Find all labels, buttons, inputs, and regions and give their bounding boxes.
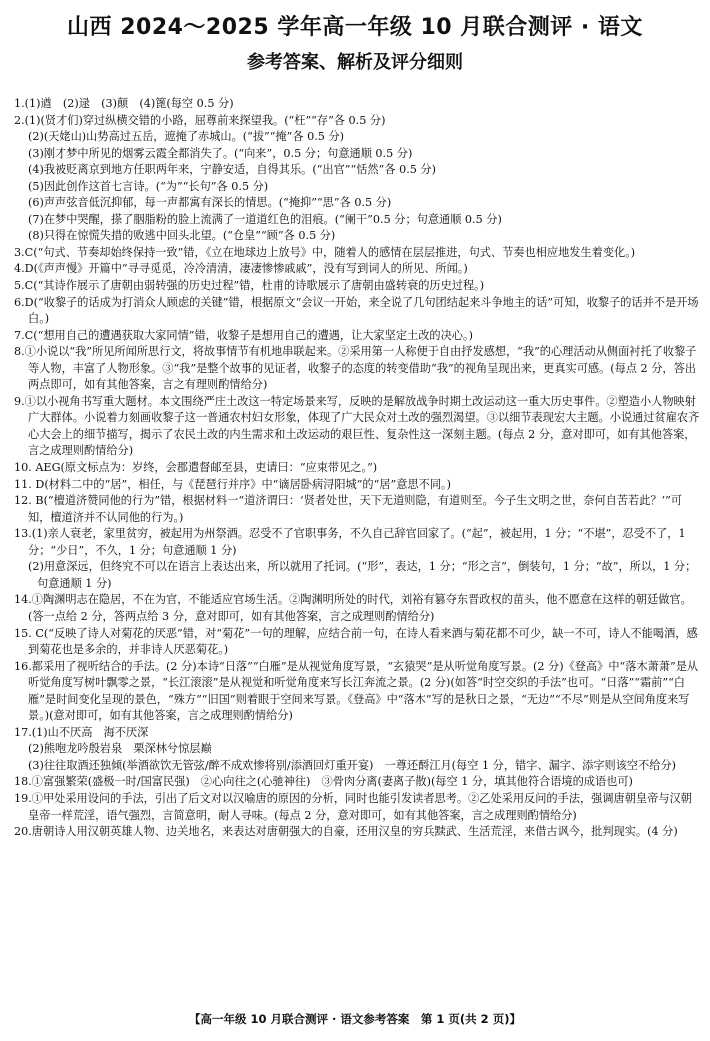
answer-sub-item: (5)因此创作这首七言诗。(“为”“长句”各 0.5 分)	[28, 179, 269, 193]
answer-sub-item: (7)在梦中哭醒，搽了胭脂粉的脸上流满了一道道红色的泪痕。(“阑干”0.5 分；句意通顺 0.5 分)	[28, 212, 502, 226]
answer-item: 14.①陶渊明志在隐居，不在为官，不能适应官场生活。②陶渊明所处的时代，刘裕有篡夺东晋政权的苗头，他不愿意在这样的朝廷做官。(答一点给 2 分，答两点给 3 分，意对即可，如有其他答案，言之成理则酌情给分)	[14, 593, 692, 623]
answer-sub-item: (2)熊咆龙吟殷岩泉 栗深林兮惊层巅	[28, 742, 212, 756]
answer-item: 2.(1)(贤才们)穿过纵横交错的小路，屈尊前来探望我。(“枉”“存”各 0.5 分)	[14, 113, 386, 127]
answer-item: 4.D(《声声慢》开篇中“寻寻觅觅，冷冷清清，凄凄惨惨戚戚”，没有写到词人的所见、所闻。)	[14, 262, 468, 276]
answer-item: 19.①甲处采用设问的手法，引出了后文对以汉喻唐的原因的分析，同时也能引发读者思考。②乙处采用反问的手法，强调唐朝皇帝与汉朝皇帝一样荒淫，语气强烈，言简意明，耐人寻味。(每点 2 分，意对即可，如有其他答案，言之成理则酌情给分)	[14, 791, 692, 822]
answer-item: 3.C(“句式、节奏却始终保持一致”错，《立在地球边上放号》中，随着人的感情在层层推进，句式、节奏也相应地发生着变化。)	[14, 245, 636, 259]
answer-item: 1.(1)遒 (2)逯 (3)颠 (4)篦(每空 0.5 分)	[14, 97, 234, 110]
answer-item: 5.C(“其诗作展示了唐朝由弱转强的历史过程”错，杜甫的诗歌展示了唐朝由盛转衰的历史过程。)	[14, 279, 485, 293]
page-footer: 【高一年级 10 月联合测评 · 语文参考答案 第 1 页(共 2 页)】	[189, 1012, 521, 1026]
answer-list	[14, 96, 700, 841]
answer-item: 20.唐朝诗人用汉朝英雄人物、边关地名，来表达对唐朝强大的自豪，还用汉皇的穷兵黩武、生活荒淫，来借古讽今，批判现实。(4 分)	[14, 825, 678, 839]
answer-item: 13.(1)亲人衰老，家里贫穷，被起用为州祭酒。忍受不了官职事务，不久自己辞官回家了。(“起”，被起用，1 分；“不堪”，忍受不了，1 分；“少日”，不久，1 分；句意通顺 1 分)	[14, 527, 686, 557]
answer-sub-item: (3)往往取酒还独倾(举酒欲饮无管弦/醉不成欢惨将别/添酒回灯重开宴) 一尊还酹江月(每空 1 分，错字、漏字、添字则该空不给分)	[28, 758, 677, 772]
page-subtitle: 参考答案、解析及评分细则	[247, 52, 463, 73]
answer-item: 9.①以小视角书写重大题材。本文围绕严庄土改这一特定场景来写，反映的是解放战争时期土改运动这一重大历史事件。②塑造小人物映射广大群体。小说着力刻画收黎子这一普通农村妇女形象，体现了广大民众对土改的强烈渴望。③以细节表现宏大主题。小说通过贫雇农齐心大会上的细节描写，揭示了农民土改的内生需求和土改运动的艰巨性、复杂性这一深刻主题。(每点 2 分，意对即可，如有其他答案，言之成理则酌情给分)	[14, 394, 700, 458]
answer-item: 6.D(“收黎子的话成为打消众人顾虑的关键”错，根据原文“会议一开始，来全说了几句团结起来斗争地主的话”可知，收黎子的话并不是开场白。)	[14, 295, 699, 326]
answer-item: 8.①小说以“我”所见所闻所思行文，将故事情节有机地串联起来。②采用第一人称便于自由抒发感想，“我”的心理活动从侧面衬托了收黎子等人物，丰富了人物形象。③“我”是整个故事的见证者，收黎子的态度的转变借助“我”的视角呈现出来，更真实可感。(每点 2 分，答出两点即可，如有其他答案，言之有理则酌情给分)	[14, 345, 697, 392]
answer-item: 11. D(材料二中的“居”，相任，与《琵琶行并序》中“谪居卧病浔阳城”的“居”意思不同。)	[14, 477, 451, 491]
answer-item: 15. C(“反映了诗人对菊花的厌恶”错，对“菊花”一句的理解，应结合前一句，在诗人看来酒与菊花都不可少，缺一不可，诗人不能喝酒，感到菊花也是多余的，并非诗人厌恶菊花。)	[14, 626, 698, 657]
answer-sub-item: (2)用意深远，但终究不可以在语言上表达出来，所以就用了托词。(“形”，表达，1 分；“形之言”，倒装句，1 分；“故”，所以，1 分；句意通顺 1 分)	[28, 560, 697, 590]
answer-item: 12. B(“檀道济赞同他的行为”错，根据材料一“道济谓曰：‘贤者处世，天下无道则隐，有道则至。今子生文明之世，奈何自苦若此？’”可知，檀道济并不认同他的行为。)	[14, 494, 683, 524]
answer-item: 10. AEG(原文标点为：岁终，会郡遣督邮至县，吏请曰：“应束带见之。”)	[14, 461, 378, 475]
answer-sub-item: (4)我被贬离京到地方任职两年来，宁静安适，自得其乐。(“出官”“恬然”各 0.5 分)	[28, 163, 436, 177]
answer-item: 7.C(“想用自己的遭遇获取大家同情”错，收黎子是想用自己的遭遇，让大家坚定土改的决心。)	[14, 328, 473, 342]
answer-item: 17.(1)山不厌高 海不厌深	[14, 725, 149, 739]
answer-sub-item: (3)刚才梦中所见的烟雾云霞全都消失了。(“向来”，0.5 分；句意通顺 0.5 分)	[28, 146, 413, 160]
answer-sub-item: (8)只得在惊慌失措的败逃中回头北望。(“仓皇”“顾”各 0.5 分)	[28, 229, 336, 243]
answer-sub-item: (6)声声弦音低沉抑郁，每一声都寓有深长的情思。(“掩抑”“思”各 0.5 分)	[28, 196, 392, 210]
page-title: 山西 2024～2025 学年高一年级 10 月联合测评 · 语文	[67, 15, 643, 40]
answer-item: 16.都采用了视听结合的手法。(2 分)本诗“日落”“白雁”是从视觉角度写景，“玄猿哭”是从听觉角度写景。(2 分)《登高》中“落木萧萧”是从听觉角度写树叶飘零之景，“长江滚滚”是从视觉和听觉角度来写长江奔流之景。(2 分)(如答“时空交织的手法”也可。“日落”“霜前”“白雁”是时间变化呈现的景色，“殊方”“旧国”则着眼于空间来写景。《登高》中“落木”写的是秋日之景，“无边”“不尽”则是从空间角度来写景。)(意对即可，如有其他答案，言之成理则酌情给分)	[14, 659, 699, 723]
answer-item: 18.①富强繁荣(盛极一时/国富民强) ②心向往之(心驰神往) ③骨肉分离(妻离子散)(每空 1 分，填其他符合语境的成语也可)	[14, 775, 633, 789]
answer-sub-item: (2)(天姥山)山势高过五岳，遮掩了赤城山。(“拔”“掩”各 0.5 分)	[28, 130, 345, 144]
